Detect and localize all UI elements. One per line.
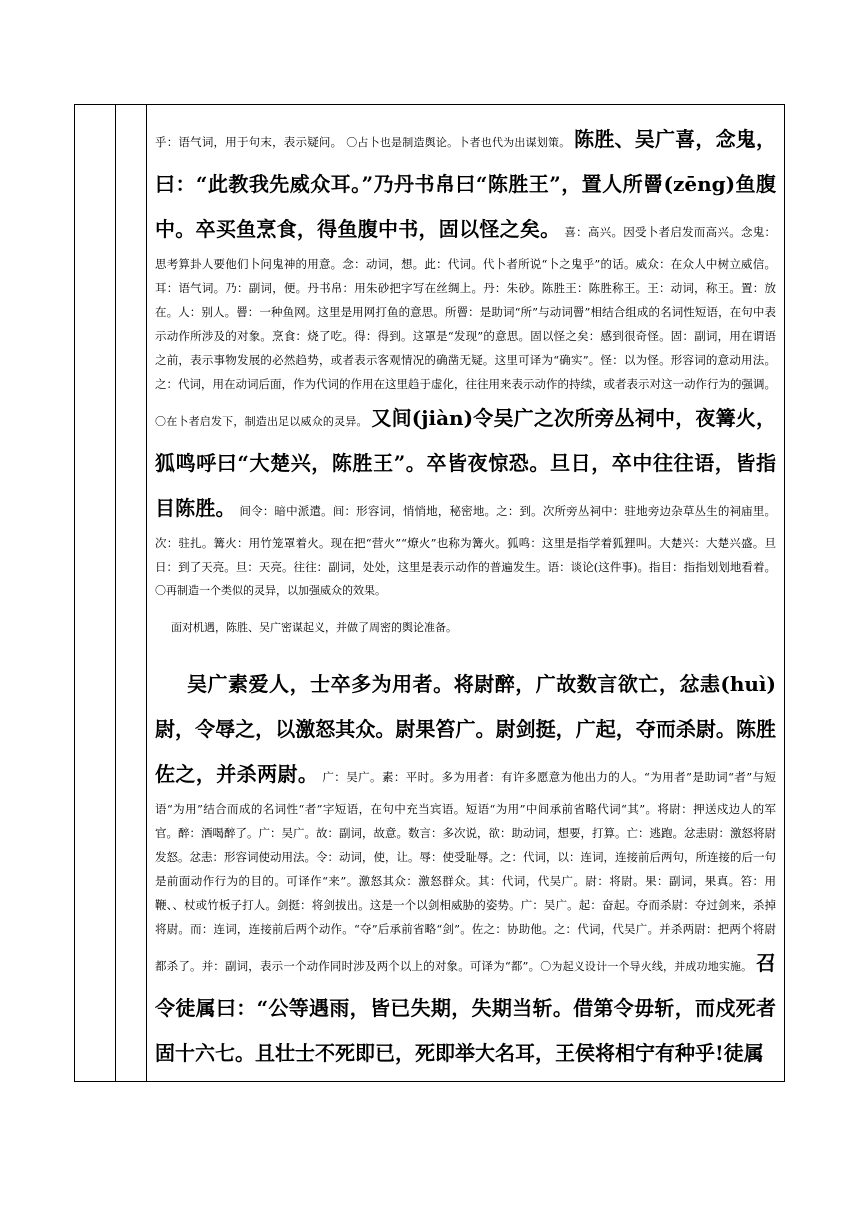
table-column-divider [115,105,116,1081]
commentary-note: 〇为起义设计一个导火线，并成功地实施。 [540,960,756,973]
table-column-divider [146,105,147,1081]
annotated-text-cell [155,117,776,1076]
original-text: 召令徒属曰：“公等遇雨，皆已失期，失期当斩。借第令毋斩，而戍死者固十六七。且壮士不死即已，死即举大名耳，王侯将相宁有种乎!徒属 [155,951,776,1065]
original-text: 陈胜、吴广喜，念鬼，曰：“此教我先威众耳。”乃丹书帛曰“陈胜王”，置人所罾(zēng)鱼腹中。卒买鱼烹食，得鱼腹中书，固以怪之矣。 [155,127,777,241]
original-text: 又间(jiàn)令吴广之次所旁丛祠中，夜篝火，狐鸣呼曰“大楚兴，陈胜王”。卒皆夜惊恐。旦日，卒中往往语，皆指目陈胜。 [155,406,776,520]
commentary-note: 〇占卜也是制造舆论。卜者也代为出谋划策。 [346,136,575,149]
commentary-note: 〇再制造一个类似的灵异，以加强威众的效果。 [155,584,386,597]
annotation-text: 乎：语气词，用于句末，表示疑问。 [155,135,347,149]
section-summary: 面对机遇，陈胜、吴广密谋起义，并做了周密的舆论准备。 [171,621,457,634]
document-table [74,104,785,1082]
annotation-text: 间令：暗中派遣。间：形容词，悄悄地，秘密地。之：到。次所旁丛祠中：驻地旁边杂草丛生的祠庙里。次：驻扎。篝火：用竹笼罩着火。现在把“营火”“燎火”也称为篝火。狐鸣：这里是指学着狐狸叫。大楚兴：大楚兴盛。旦日：到了天亮。旦：天亮。往往：副词，处处，这里是表示动作的普遍发生。语：谈论(这件事)。指目：指指划划地看着。 [155,504,776,574]
annotated-paragraph [155,117,776,598]
annotation-text: 广：吴广。素：平时。多为用者：有许多愿意为他出力的人。“为用者”是助词“者”与短语“为用”结合而成的名词性“者”字短语，在句中充当宾语。短语“为用”中间承前省略代词“其”。将尉：押送戍边人的军官。醉：酒喝醉了。广：吴广。故：副词，故意。数言：多次说，欲：助动词，想要，打算。亡：逃跑。忿恚尉：激怒将尉发怒。忿恚：形容词使动用法。令：动词，使，让。辱：使受耻辱。之：代词，以：连词，连接前后两句，所连接的后一句是前面动作行为的目的。可译作“来”。激怒其众：激怒群众。其：代词，代吴广。尉：将尉。果：副词，果真。笞：用鞭、、杖或竹板子打人。剑挺：将剑拔出。这是一个以剑相威胁的姿势。广：吴广。起：奋起。夺而杀尉：夺过剑来，杀掉将尉。而：连词，连接前后两个动作。“夺”后承前省略“剑”。佐之：协助他。之：代词，代吴广。并杀两尉：把两个将尉都杀了。并：副词，表示一个动作同时涉及两个以上的对象。可译为“都”。 [155,770,777,973]
commentary-note: 〇在卜者启发下，制造出足以威众的灵异。 [155,415,372,428]
original-text: 吴广素爱人，士卒多为用者。将尉醉，广故数言欲亡，忿恚(huì)尉，令辱之，以激怒其众。尉果笞广。尉剑挺，广起，夺而杀尉。陈胜佐之，并杀两尉。 [155,672,776,786]
annotated-paragraph [155,662,776,1076]
annotation-text: 喜：高兴。因受卜者启发而高兴。念鬼：思考算卦人要他们卜问鬼神的用意。念：动词，想。此：代词。代卜者所说“卜之鬼乎”的话。威众：在众人中树立威信。耳：语气词。乃：副词，便。丹书帛：用朱砂把字写在丝绸上。丹：朱砂。陈胜王：陈胜称王。王：动词，称王。置：放在。人：别人。罾：一种鱼网。这里是用网打鱼的意思。所罾：是助词“所”与动词罾”相结合组成的名词性短语，在句中表示动作所涉及的对象。烹食：烧了吃。得：得到。这罩是“发现”的意思。固以怪之矣：感到很奇怪。固：副词，用在谓语之前，表示事物发展的必然趋势，或者表示客观情况的确凿无疑。这里可译为“确实”。怪：以为怪。形容词的意动用法。之：代词，用在动词后面，作为代词的作用在这里趋于虚化，往往用来表示动作的持续，或者表示对这一动作行为的强调。 [155,225,777,391]
